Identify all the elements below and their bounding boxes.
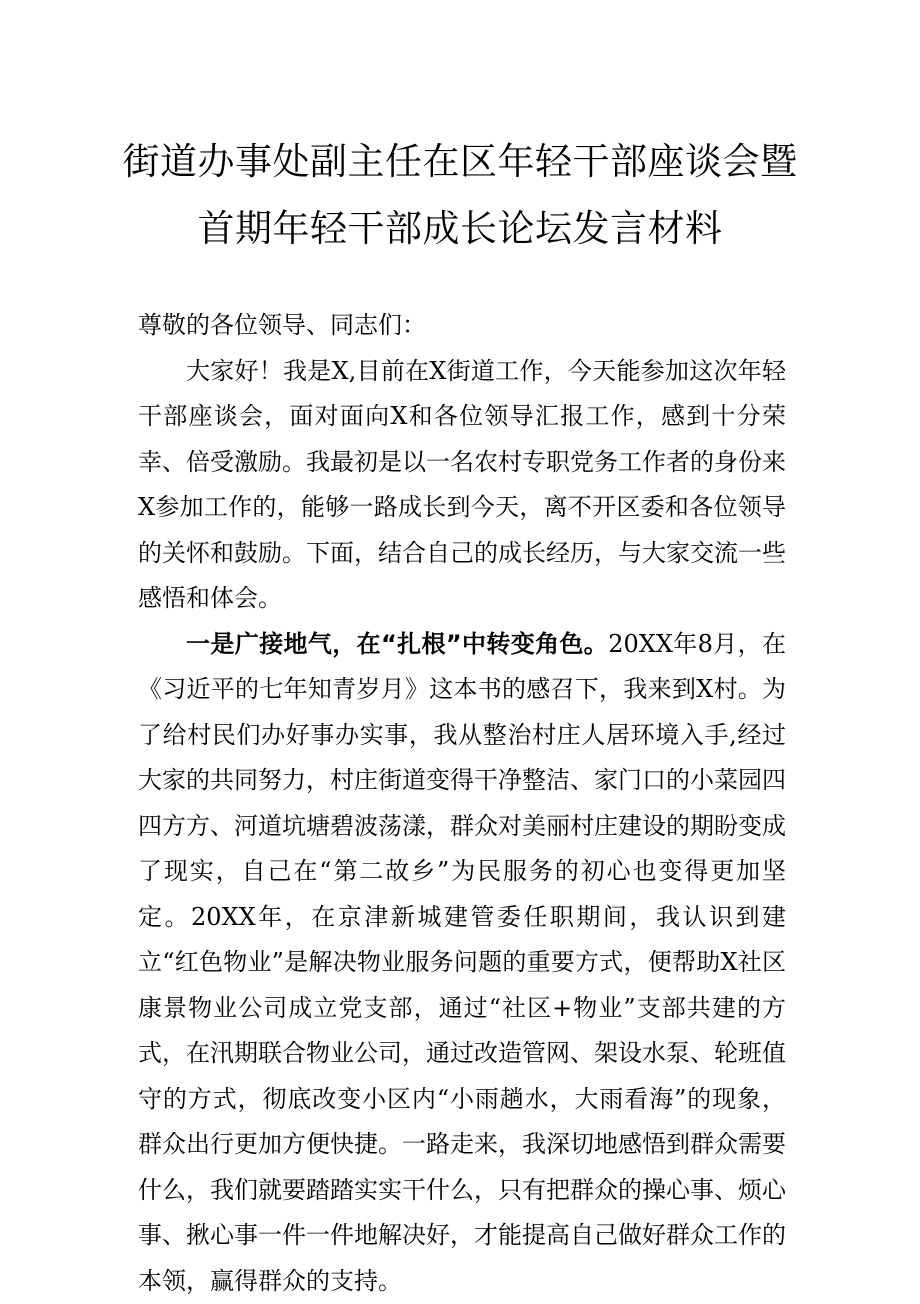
- document-title-line-2: 首期年轻干部成长论坛发言材料: [100, 207, 820, 251]
- paragraph-2-lead: 一是广接地气，在“扎根”中转变角色。: [186, 630, 608, 658]
- salutation: 尊敬的各位领导、同志们：: [138, 303, 786, 349]
- document-title-line-1: 街道办事处副主任在区年轻干部座谈会暨: [100, 140, 820, 184]
- document-body: [138, 303, 786, 1304]
- paragraph-2: [138, 622, 786, 1304]
- paragraph-2-body: 20XX年8月，在《习近平的七年知青岁月》这本书的感召下，我来到X村。为了给村民们办好事办实事，我从整治村庄人居环境入手,经过大家的共同努力，村庄街道变得干净整洁、家门口的小菜园四四方方、河道坑塘碧波荡漾，群众对美丽村庄建设的期盼变成了现实，自己在“第二故乡”为民服务的初心也变得更加坚定。20XX年，在京津新城建管委任职期间，我认识到建立“红色物业”是解决物业服务问题的重要方式，便帮助X社区康景物业公司成立党支部，通过“社区+物业”支部共建的方式，在汛期联合物业公司，通过改造管网、架设水泵、轮班值守的方式，彻底改变小区内“小雨趟水，大雨看海”的现象，群众出行更加方便快捷。一路走来，我深切地感悟到群众需要什么，我们就要踏踏实实干什么，只有把群众的操心事、烦心事、揪心事一件一件地解决好，才能提高自己做好群众工作的本领，赢得群众的支持。: [138, 630, 786, 1295]
- paragraph-1: 大家好！我是X,目前在X街道工作，今天能参加这次年轻干部座谈会，面对面向X和各位领导汇报工作，感到十分荣幸、倍受激励。我最初是以一名农村专职党务工作者的身份来X参加工作的，能够一路成长到今天，离不开区委和各位领导的关怀和鼓励。下面，结合自己的成长经历，与大家交流一些感悟和体会。: [138, 349, 786, 622]
